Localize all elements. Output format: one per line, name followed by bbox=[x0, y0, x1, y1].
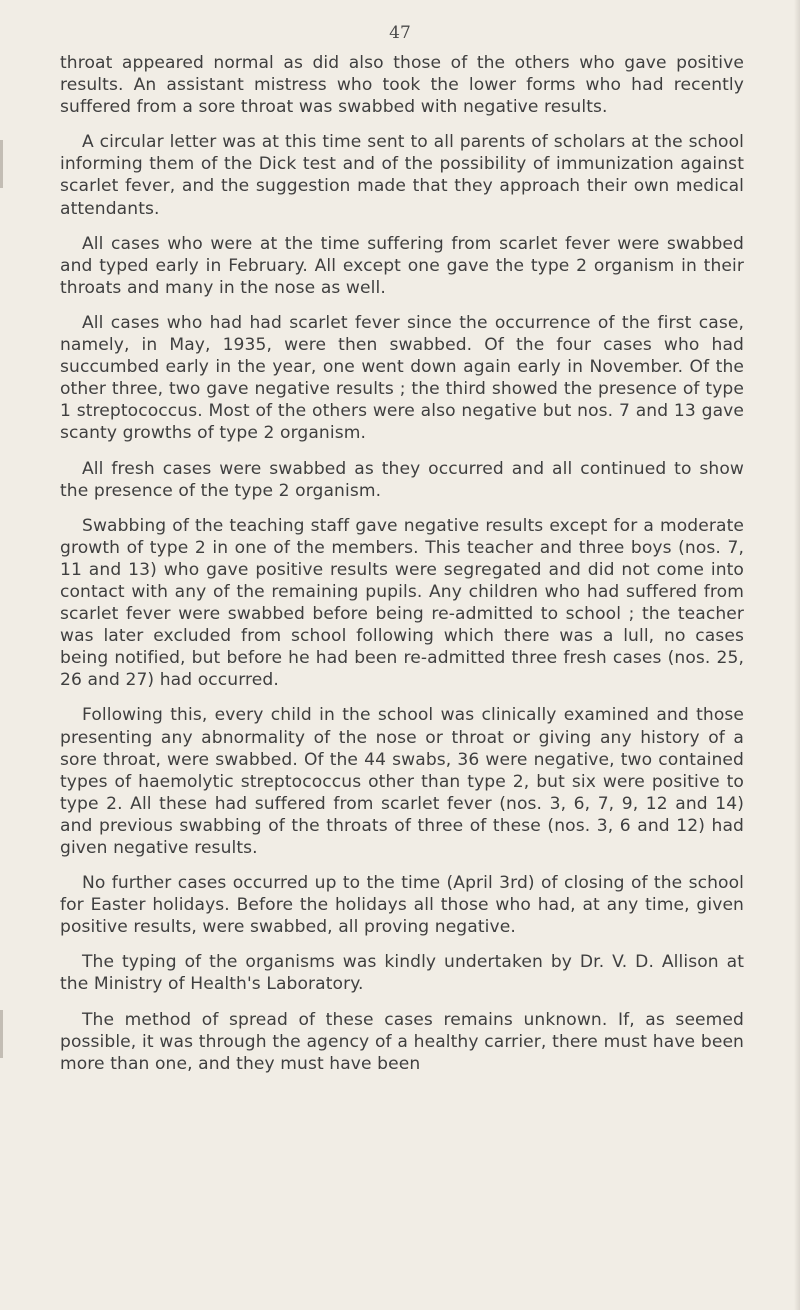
paragraph: The typing of the organisms was kindly undertaken by Dr. V. D. Allison at the Ministry of Health's Laboratory. bbox=[60, 952, 744, 995]
page-number: 47 bbox=[389, 23, 411, 43]
paragraph: All fresh cases were swabbed as they occurred and all continued to show the presence of the type 2 organism. bbox=[60, 458, 744, 501]
paragraph: A circular letter was at this time sent to all parents of scholars at the school informing them of the Dick test and of the possibility of immunization against scarlet fever, and the suggestion made that they approach their own medical attendants. bbox=[60, 132, 744, 219]
scan-edge-mark bbox=[0, 1010, 3, 1058]
paragraph: No further cases occurred up to the time (April 3rd) of closing of the school for Easter holidays. Before the holidays all those who had, at any time, given positive results, were swabbed, all proving negative. bbox=[60, 873, 744, 938]
paragraph: All cases who had had scarlet fever since the occurrence of the first case, namely, in May, 1935, were then swabbed. Of the four cases who had succumbed early in the year, one went down again early in November. Of the other three, two gave negative results ; the third showed the presence of type 1 streptococcus. Most of the others were also negative but nos. 7 and 13 gave scanty growths of type 2 organism. bbox=[60, 312, 744, 444]
body-text bbox=[60, 52, 744, 1075]
paragraph: Following this, every child in the school was clinically examined and those presenting any abnormality of the nose or throat or giving any history of a sore throat, were swabbed. Of the 44 swabs, 36 were negative, two contained types of haemolytic streptococcus other than type 2, but six were positive to type 2. All these had suffered from scarlet fever (nos. 3, 6, 7, 9, 12 and 14) and previous swabbing of the throats of three of these (nos. 3, 6 and 12) had given negative results. bbox=[60, 705, 744, 858]
paragraph: The method of spread of these cases remains unknown. If, as seemed possible, it was through the agency of a healthy carrier, there must have been more than one, and they must have been bbox=[60, 1009, 744, 1074]
page-edge-shadow bbox=[794, 0, 800, 1310]
scan-edge-mark bbox=[0, 140, 3, 188]
paragraph: Swabbing of the teaching staff gave negative results except for a moderate growth of type 2 in one of the members. This teacher and three boys (nos. 7, 11 and 13) who gave positive results were segregated and did not come into contact with any of the remaining pupils. Any children who had suffered from scarlet fever were swabbed before being re-admitted to school ; the teacher was later excluded from school following which there was a lull, no cases being notified, but before he had been re-admitted three fresh cases (nos. 25, 26 and 27) had occurred. bbox=[60, 515, 744, 691]
paragraph: throat appeared normal as did also those of the others who gave positive results. An assistant mistress who took the lower forms who had recently suffered from a sore throat was swabbed with negative results. bbox=[60, 53, 744, 118]
paragraph: All cases who were at the time suffering from scarlet fever were swabbed and typed early in February. All except one gave the type 2 organism in their throats and many in the nose as well. bbox=[60, 233, 744, 298]
